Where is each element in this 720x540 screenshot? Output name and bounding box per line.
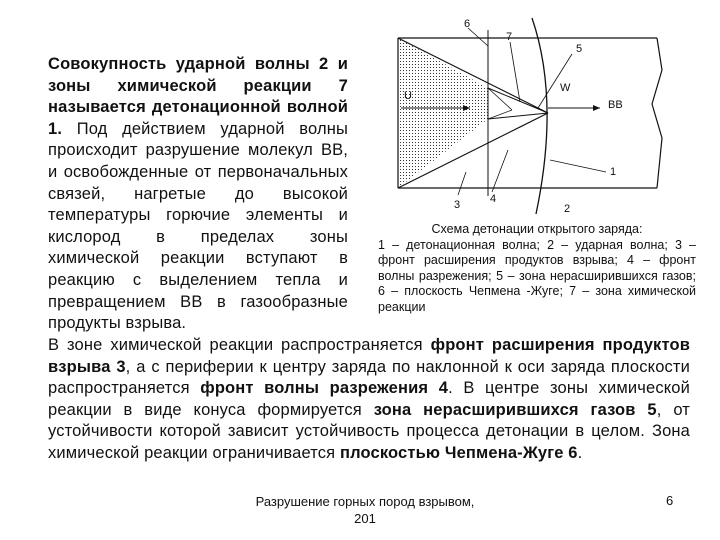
caption-body: 1 – детонационная волна; 2 – ударная волна; 3 – фронт расширения продуктов взрыва; 4 – фронт волны разрежения; 5 – зона нерасширившихся газов; 6 – плоскость Чепмена -Жуге; 7 – зона химической реакции [378,237,696,314]
term-unexpanded-gas-zone: зона нерасширившихся газов 5 [373,400,657,419]
footer-text: Разрушение горных пород взрывом, 201 [255,494,475,526]
intro-text: Под действием ударной волны происходит разрушение молекул ВВ, и освобожденные от первоначальных связей, нагретые до высокой температуры горючие элементы и кислород в пределах зоны химической реакции вступают в реакцию с выделением тепла и превращением ВВ в газообразные [48,119,348,311]
term-expansion-front: фронт расширения продуктов взрыва 3 [48,336,690,376]
main-text-5: . [577,443,583,462]
label-7: 7 [506,31,513,43]
main-text-3: . В центре зоны химической реакции в виде конуса формируется [48,379,690,419]
label-4: 4 [490,193,497,205]
label-1: 1 [610,166,617,178]
main-text-2: , а с периферии к центру заряда по наклонной к оси заряда плоскости распространяется [48,357,690,398]
leader-7 [510,42,520,102]
main-text-4: , от устойчивости которой зависит устойчивость процесса детонации в целом. Зона химической реакции ограничивается [48,400,690,462]
label-6: 6 [464,18,471,30]
leader-3 [458,172,466,195]
diagram-caption [378,222,696,315]
term-rarefaction-front: фронт волны разрежения 4 [200,379,449,398]
label-2: 2 [564,203,571,215]
label-5: 5 [576,43,583,55]
caption-title: Схема детонации открытого заряда: [431,222,643,236]
term-chapman-jouguet-plane: плоскостью Чепмена-Жуге 6 [339,443,578,462]
shock-wave-arc [532,18,547,214]
intro-last-line: продукты взрыва. [48,314,187,333]
label-3: 3 [454,199,461,211]
leader-4 [492,150,508,192]
page-number: 6 [666,493,674,508]
label-bb: ВВ [608,99,623,111]
main-text-1: В зоне химической реакции распространяется [48,336,431,354]
label-u: U [404,90,412,102]
label-w: W [560,82,571,94]
leader-1 [550,160,606,172]
charge-break-line [652,38,662,188]
leader-6 [468,28,488,46]
intro-bold-definition: Совокупность ударной волны 2 и зоны химической реакции 7 называется детонационной волной 1. [48,55,348,138]
